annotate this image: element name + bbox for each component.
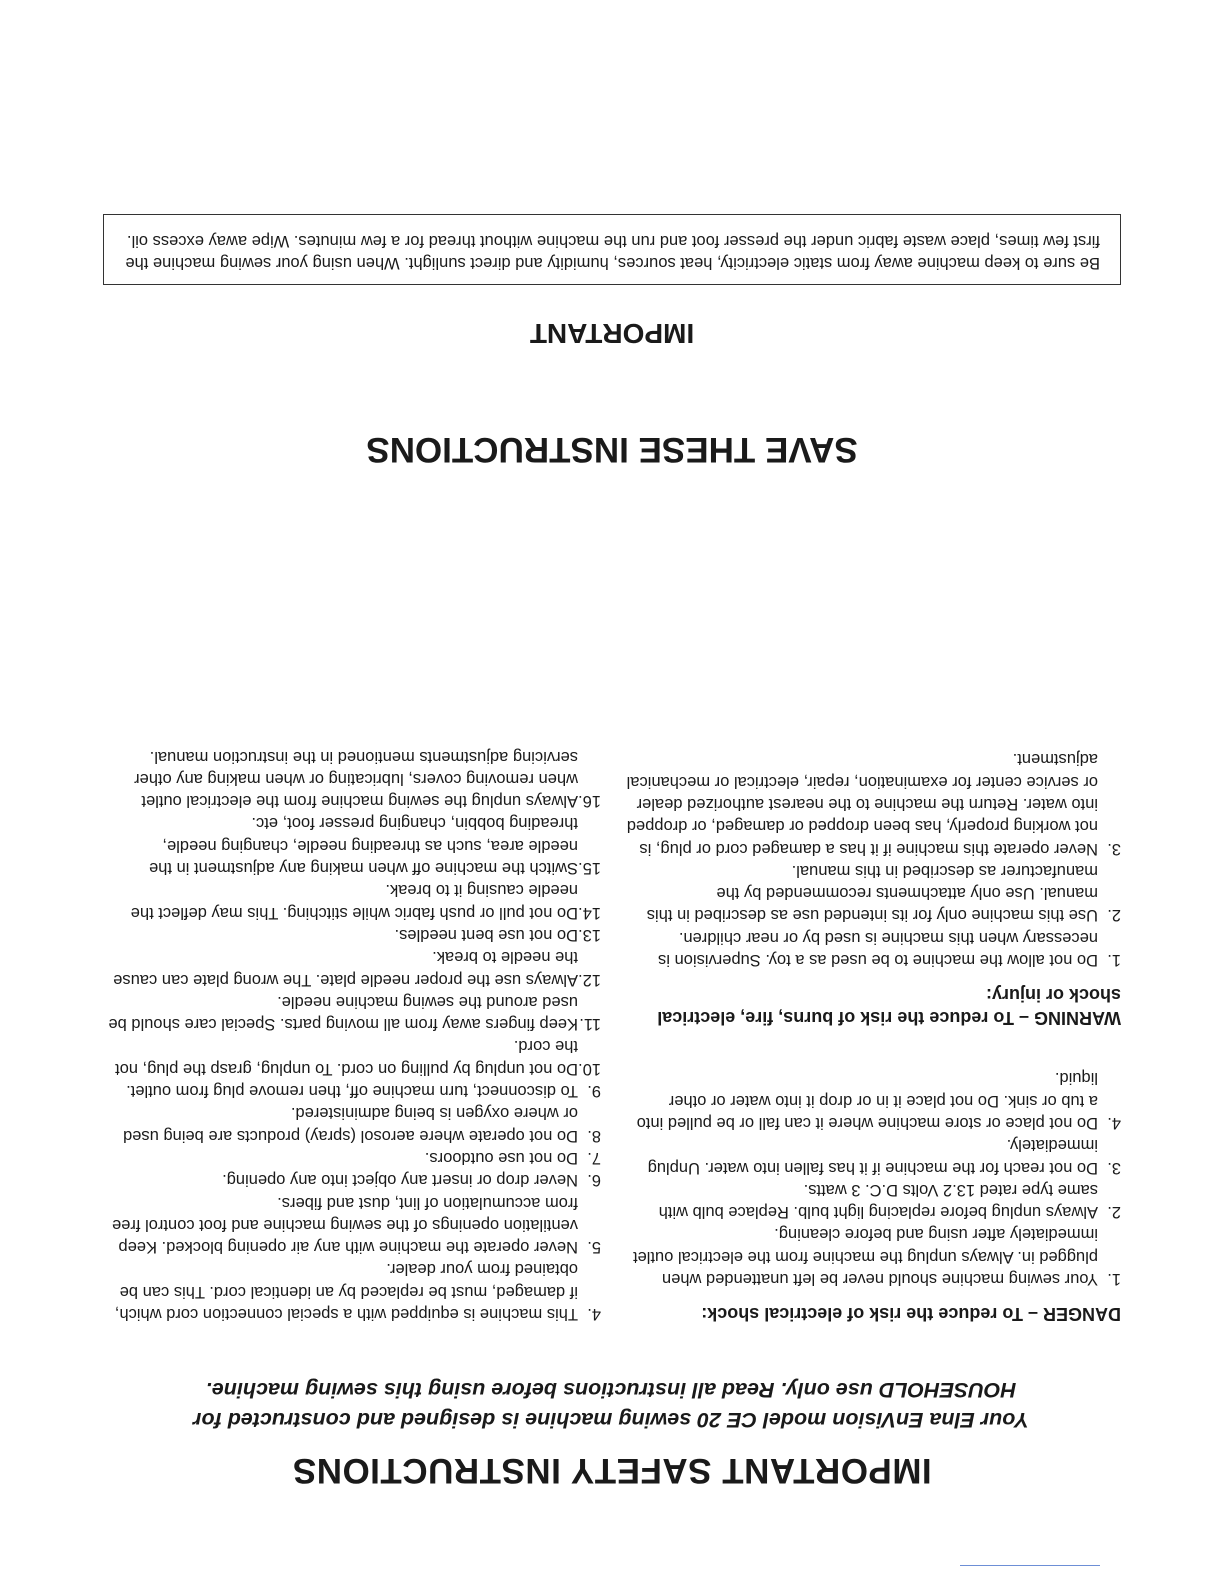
item-number: 12. [578,970,601,989]
item-number: 4. [1107,1113,1121,1132]
item-text: Do not allow the machine to be used as a toy. Supervision is necessary when this machine is used by or near children. [658,928,1098,970]
item-text: Do not pull or push fabric while stitching. This may deflect the needle causing it to break. [130,881,578,922]
item-text: Use this machine only for its intended use as described in this manual. Use only attachments recommended by the manufacturer as described in this manual. [646,861,1098,925]
item-text: Keep fingers away from all moving parts. Special care should be used around the sewing machine needle. [108,992,578,1034]
item-text: Always use the proper needle plate. The wrong plate can cause the needle to break. [113,948,578,989]
item-number: 11. [579,1015,601,1034]
item-number: 8. [587,1126,601,1145]
page-title: IMPORTANT SAFETY INSTRUCTIONS [292,1451,932,1490]
item-text: Do not use bent needles. [394,925,578,944]
item-text: Never operate this machine if it has a damaged cord or plug, is not working properly, has been dropped or damaged, or dropped into water. Return the machine to the nearest authorized dealer or service center for examination, repair, electrical or mechanical adjustment. [626,750,1098,858]
item-number: 9. [587,1082,601,1101]
list-item [106,1147,601,1169]
danger-list [626,1067,1121,1290]
warning-heading: WARNING – To reduce the risk of burns, fire, electrical shock or injury: [657,985,1121,1029]
list-item [106,946,601,991]
item-text: Never drop or insert any object into any opening. [222,1171,578,1190]
item-number: 14. [578,903,601,922]
item-number: 2. [1107,906,1121,925]
list-item [626,926,1121,971]
item-text: Do not place or store machine where it can fall or be pulled into a tub or sink. Do not place it in or drop it into water or other liquid. [636,1069,1098,1132]
list-item [106,1258,601,1325]
item-text: Always unplug before replacing light bulb. Replace bulb with same type rated 13.2 Volts D.C. 3 watts. [658,1180,1098,1222]
list-item [106,879,601,924]
list-item [106,1102,601,1147]
item-text: Do not reach for the machine if it has fallen into water. Unplug immediately. [647,1136,1098,1177]
list-item [106,812,601,879]
list-item [626,748,1121,859]
item-number: 3. [1107,839,1121,858]
item-text: Never operate the machine with any air opening blocked. Keep ventilation openings of the sewing machine and foot control free from accumulation of lint, dust and fibers. [112,1193,578,1257]
item-number: 1. [1107,951,1121,970]
item-number: 1. [1107,1270,1121,1288]
list-item [626,1134,1121,1179]
list-item [626,860,1121,927]
important-note-box: Be sure to keep machine away from static electricity, heat sources, humidity and direct sunlight. When using your sewing machine the first few times, place waste fabric under the presser foot and run the machine without thread for a few minutes. Wipe away excess oil. [103,214,1121,285]
list-item [106,1191,601,1258]
item-number: 7. [587,1148,601,1167]
warning-list [626,748,1121,971]
list-item [106,924,601,946]
item-text: To disconnect, turn machine off, then remove plug from outlet. [126,1082,578,1101]
warning-list-continued [106,745,601,1325]
list-item [106,1169,601,1191]
item-text: Always unplug the sewing machine from the electrical outlet when removing covers, lubricating or when making any other servicing adjustments mentioned in the instruction manual. [134,747,578,811]
item-text: This machine is equipped with a special connection cord which, if damaged, must be replaced by an identical cord. This can be obtained from your dealer. [114,1260,578,1323]
item-number: 4. [587,1305,601,1323]
important-heading: IMPORTANT [529,318,695,349]
list-item [106,745,601,812]
item-number: 16. [578,792,601,811]
item-text: Do not operate where aerosol (spray) products are being used or where oxygen is being administered. [123,1104,578,1145]
item-text: Do not unplug by pulling on cord. To unplug, grasp the plug, not the cord. [115,1037,578,1078]
list-item [106,991,601,1036]
item-number: 13. [578,925,601,944]
list-item [626,1179,1121,1224]
list-item [626,1223,1121,1290]
item-number: 6. [587,1171,601,1190]
list-item [106,1080,601,1102]
right-column [106,745,601,1325]
item-number: 15. [578,859,601,878]
danger-heading: DANGER – To reduce the risk of electrical shock: [701,1304,1121,1324]
left-column [626,748,1121,1325]
item-number: 5. [587,1238,601,1257]
item-number: 10. [578,1059,601,1078]
item-text: Do not use outdoors. [424,1148,578,1167]
item-number: 3. [1107,1158,1121,1177]
scan-edge-line [960,1565,1100,1566]
item-text: Your sewing machine should never be left unattended when plugged in. Always unplug the machine from the electrical outlet immediately after using and before cleaning. [632,1225,1098,1288]
list-item [626,1067,1121,1134]
item-text: Switch the machine off when making any adjustment in the needle area, such as threading needle, changing needle, threading bobbin, changing presser foot, etc. [149,814,578,878]
intro-statement: Your Elna EnVision model CE 20 sewing machine is designed and constructed for HOUSEHOLD use only. Read all instructions before using this sewing machine. [193,1378,1029,1432]
list-item [106,1035,601,1080]
save-instructions-title: SAVE THESE INSTRUCTIONS [366,430,858,469]
item-number: 2. [1107,1203,1121,1222]
